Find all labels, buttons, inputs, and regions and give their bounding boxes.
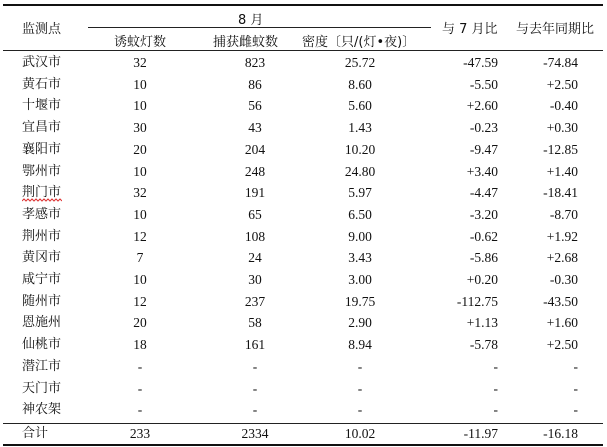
table-cell-city: 潜江市 — [22, 358, 62, 374]
table-cell-city: 十堰市 — [22, 98, 62, 114]
table-cell-city: 恩施州 — [22, 315, 62, 331]
table-cell-vs-july: - — [493, 358, 498, 374]
table-cell-lamps: 32 — [133, 185, 147, 201]
table-cell-lamps: - — [137, 380, 143, 396]
table-cell-density: 2.90 — [348, 315, 372, 331]
table-cell-vs-last-year: +1.60 — [546, 315, 578, 331]
table-cell-vs-last-year: +2.50 — [546, 337, 578, 353]
table-cell-vs-last-year: -0.30 — [549, 272, 578, 287]
table-cell-vs-july: -0.23 — [469, 120, 498, 136]
table-cell-vs-last-year: +1.40 — [546, 163, 578, 179]
table-cell-mosquitoes: - — [252, 380, 258, 396]
table-cell-vs-last-year: -74.84 — [543, 55, 578, 70]
header-month-group: 8 月 — [238, 13, 264, 28]
spellcheck-squiggle — [22, 198, 62, 202]
table-cell-density: 25.72 — [344, 55, 376, 70]
table-cell-lamps: 12 — [133, 228, 147, 244]
header-mosquitoes: 捕获雌蚊数 — [213, 35, 279, 50]
table-cell-vs-last-year: - — [573, 358, 578, 374]
header-vs-july: 与 7 月比 — [442, 22, 498, 37]
table-cell-vs-july: -5.86 — [469, 250, 498, 266]
table-cell-lamps: 30 — [133, 120, 147, 136]
table-cell-lamps: 12 — [133, 293, 147, 309]
table-cell-lamps: 7 — [136, 250, 144, 266]
total-vs-last-year: -16.18 — [543, 426, 578, 441]
table-cell-vs-last-year: +0.30 — [546, 120, 578, 136]
total-vs-july: -11.97 — [463, 426, 498, 441]
table-cell-vs-july: -5.50 — [469, 76, 498, 92]
table-cell-lamps: 10 — [133, 163, 147, 179]
table-cell-mosquitoes: 86 — [248, 76, 262, 92]
table-cell-density: 9.00 — [348, 228, 372, 244]
table-cell-city: 武汉市 — [22, 55, 62, 70]
table-top-rule — [3, 4, 603, 6]
table-cell-density: 19.75 — [344, 293, 376, 309]
table-cell-vs-july: -3.20 — [469, 206, 498, 222]
table-cell-density: - — [357, 358, 363, 374]
table-cell-mosquitoes: - — [252, 402, 258, 418]
table-cell-city: 咸宁市 — [22, 272, 62, 287]
table-cell-mosquitoes: 30 — [248, 272, 262, 287]
table-cell-vs-last-year: -43.50 — [543, 293, 578, 309]
table-cell-city: 黄石市 — [22, 76, 62, 92]
table-cell-lamps: 10 — [133, 76, 147, 92]
table-cell-lamps: 20 — [133, 141, 147, 157]
table-cell-mosquitoes: 191 — [244, 185, 266, 201]
table-cell-city: 随州市 — [22, 293, 62, 309]
table-cell-mosquitoes: 24 — [248, 250, 262, 266]
table-cell-city: 襄阳市 — [22, 141, 62, 157]
table-cell-vs-july: +1.13 — [466, 315, 498, 331]
table-cell-city: 仙桃市 — [22, 337, 62, 353]
table-cell-vs-last-year: -0.40 — [549, 98, 578, 114]
table-cell-density: - — [357, 402, 363, 418]
table-cell-mosquitoes: 108 — [244, 228, 266, 244]
table-cell-city: 神农架 — [22, 402, 62, 418]
table-cell-mosquitoes: 43 — [248, 120, 262, 136]
table-cell-density: 10.20 — [344, 141, 376, 157]
table-cell-lamps: - — [137, 402, 143, 418]
table-cell-vs-last-year: +1.92 — [546, 228, 578, 244]
table-cell-mosquitoes: 248 — [244, 163, 266, 179]
table-cell-lamps: - — [137, 358, 143, 374]
table-cell-vs-july: +3.40 — [466, 163, 498, 179]
table-cell-lamps: 10 — [133, 98, 147, 114]
total-label: 合计 — [22, 426, 49, 441]
table-cell-mosquitoes: 58 — [248, 315, 262, 331]
table-cell-vs-july: -0.62 — [469, 228, 498, 244]
table-cell-density: 5.60 — [348, 98, 372, 114]
table-cell-density: 1.43 — [348, 120, 372, 136]
header-bottom-rule — [3, 50, 603, 51]
table-cell-vs-last-year: - — [573, 380, 578, 396]
table-cell-mosquitoes: 204 — [244, 141, 266, 157]
table-cell-vs-july: - — [493, 402, 498, 418]
table-cell-vs-last-year: -18.41 — [543, 185, 578, 201]
month-group-underline — [88, 27, 431, 28]
total-density: 10.02 — [344, 426, 376, 441]
table-cell-city: 宜昌市 — [22, 120, 62, 136]
table-cell-mosquitoes: 65 — [248, 206, 262, 222]
table-cell-density: 3.43 — [348, 250, 372, 266]
table-cell-density: 24.80 — [344, 163, 376, 179]
table-cell-city: 孝感市 — [22, 206, 62, 222]
table-cell-lamps: 10 — [133, 272, 147, 287]
header-lamps: 诱蚊灯数 — [114, 35, 167, 50]
table-cell-city: 鄂州市 — [22, 163, 62, 179]
table-cell-vs-july: +2.60 — [466, 98, 498, 114]
table-cell-vs-july: -112.75 — [456, 293, 498, 309]
table-cell-vs-july: -9.47 — [469, 141, 498, 157]
table-cell-density: 6.50 — [348, 206, 372, 222]
table-cell-density: - — [357, 380, 363, 396]
table-cell-lamps: 18 — [133, 337, 147, 353]
table-cell-vs-july: +0.20 — [466, 272, 498, 287]
header-vs-last-year: 与去年同期比 — [516, 22, 595, 37]
table-cell-vs-july: -4.47 — [469, 185, 498, 201]
table-cell-density: 5.97 — [348, 185, 372, 201]
table-cell-vs-last-year: +2.68 — [546, 250, 578, 266]
table-cell-mosquitoes: - — [252, 358, 258, 374]
table-bottom-rule — [3, 444, 603, 446]
table-cell-density: 3.00 — [348, 272, 372, 287]
table-cell-city: 天门市 — [22, 380, 62, 396]
table-cell-vs-july: -5.78 — [469, 337, 498, 353]
table-cell-vs-last-year: - — [573, 402, 578, 418]
table-cell-density: 8.94 — [348, 337, 372, 353]
table-cell-city: 荆州市 — [22, 228, 62, 244]
table-cell-vs-july: - — [493, 380, 498, 396]
table-cell-vs-last-year: +2.50 — [546, 76, 578, 92]
table-cell-mosquitoes: 823 — [244, 55, 266, 70]
header-city: 监测点 — [22, 22, 62, 37]
total-lamps: 233 — [129, 426, 151, 441]
table-cell-lamps: 20 — [133, 315, 147, 331]
table-cell-vs-last-year: -12.85 — [543, 141, 578, 157]
table-cell-lamps: 10 — [133, 206, 147, 222]
table-cell-mosquitoes: 161 — [244, 337, 266, 353]
table-cell-lamps: 32 — [133, 55, 147, 70]
table-cell-density: 8.60 — [348, 76, 372, 92]
table-cell-vs-last-year: -8.70 — [549, 206, 578, 222]
total-mosquitoes: 2334 — [241, 426, 269, 441]
table-cell-vs-july: -47.59 — [463, 55, 498, 70]
table-cell-city: 荆门市 — [22, 185, 62, 201]
table-cell-mosquitoes: 56 — [248, 98, 262, 114]
table-cell-mosquitoes: 237 — [244, 293, 266, 309]
table-cell-city: 黄冈市 — [22, 250, 62, 266]
header-density: 密度〔只/(灯•夜)〕 — [302, 35, 416, 50]
